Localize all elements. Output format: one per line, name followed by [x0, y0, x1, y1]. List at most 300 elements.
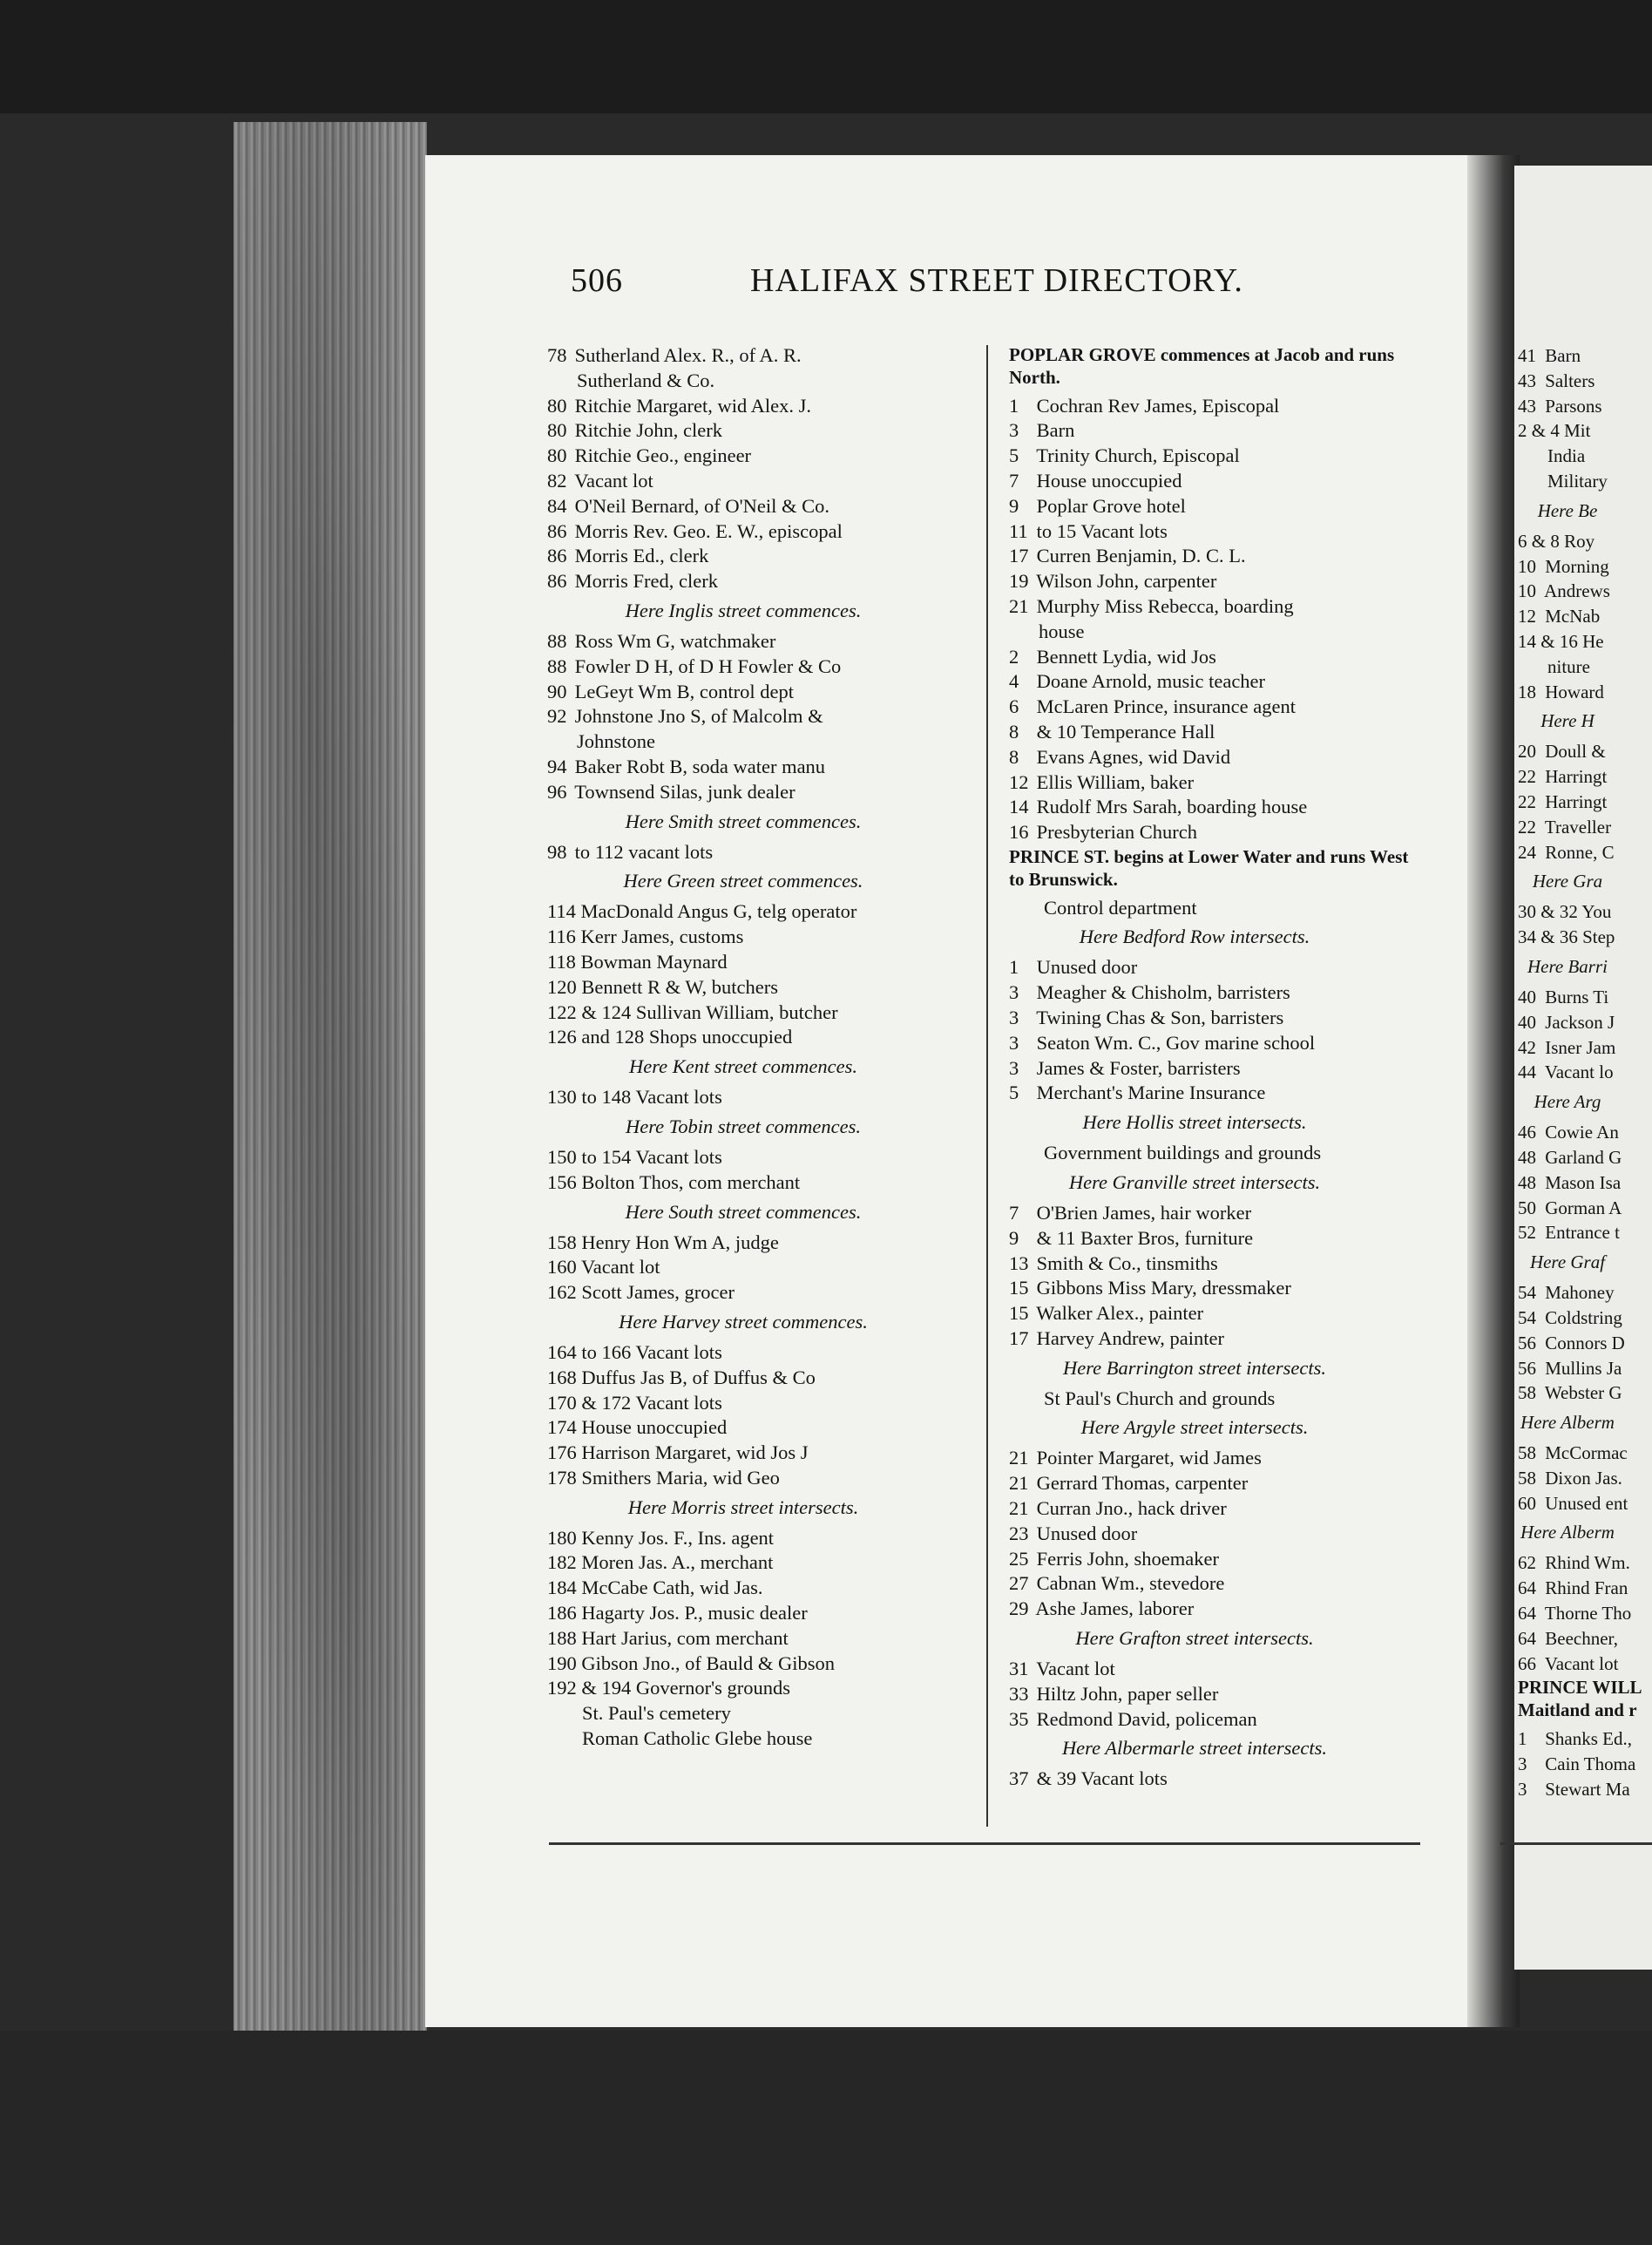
directory-entry	[1009, 1707, 1415, 1733]
house-number: 14	[1009, 796, 1029, 818]
entry-text: McCormac	[1545, 1442, 1628, 1464]
entry-text: Cain Thoma	[1545, 1753, 1636, 1774]
directory-entry	[1009, 594, 1415, 620]
directory-entry	[547, 1526, 974, 1551]
directory-entry	[1518, 1060, 1652, 1085]
directory-entry	[547, 780, 974, 805]
house-number: 86	[547, 570, 567, 593]
entry-text: LeGeyt Wm B, control dept	[574, 680, 795, 702]
directory-entry	[547, 1626, 974, 1652]
column-divider	[986, 345, 988, 1827]
street-intersection-note: Here Argyle street intersects.	[1080, 1416, 1309, 1439]
entry-text: & 10 Temperance Hall	[1036, 720, 1215, 743]
entry-text: Unused door	[1036, 956, 1138, 979]
house-number: 130	[547, 1086, 577, 1109]
entry-text: Gorman A	[1545, 1197, 1622, 1218]
entry-text: Harrison Margaret, wid Jos J	[581, 1441, 809, 1464]
entry-text: Morris Fred, clerk	[574, 570, 718, 593]
directory-entry	[547, 899, 974, 925]
house-number: 3	[1009, 419, 1019, 442]
house-number: 7	[1009, 1201, 1019, 1224]
entry-text: Walker Alex., painter	[1036, 1302, 1204, 1325]
directory-entry	[1518, 1726, 1652, 1752]
house-number: 2 & 4	[1518, 420, 1560, 442]
entry-text: Mahoney	[1545, 1282, 1615, 1304]
entry-text: Barn	[1545, 345, 1581, 366]
house-number: 21	[1009, 1497, 1029, 1520]
directory-entry	[1518, 1550, 1652, 1576]
page-title: HALIFAX STREET DIRECTORY.	[750, 262, 1243, 299]
directory-entry	[1518, 1466, 1652, 1491]
entry-continuation: Sutherland & Co.	[577, 369, 715, 391]
entry-text: Thorne Tho	[1544, 1603, 1632, 1624]
house-number: 86	[547, 545, 567, 567]
house-number: 43	[1518, 395, 1536, 417]
directory-entry	[1009, 1301, 1415, 1326]
house-number: 12	[1518, 606, 1536, 627]
directory-entry	[1518, 529, 1652, 554]
directory-entry	[547, 655, 974, 680]
directory-entry	[1518, 1752, 1652, 1777]
directory-entry	[547, 1255, 974, 1280]
entry-text: Harvey Andrew, painter	[1036, 1326, 1224, 1349]
house-number: 54	[1518, 1282, 1536, 1304]
book-gutter	[1467, 155, 1520, 2027]
entry-text: Bennett R & W, butchers	[581, 975, 778, 998]
house-number: 192	[547, 1677, 577, 1699]
directory-entry	[547, 1550, 974, 1576]
house-number: 25	[1009, 1547, 1029, 1570]
entry-text: Merchant's Marine Insurance	[1036, 1082, 1266, 1104]
directory-entry	[1009, 1006, 1415, 1031]
entry-text: to 112 vacant lots	[574, 840, 714, 863]
directory-entry	[547, 1025, 974, 1050]
entry-text: Poplar Grove hotel	[1036, 494, 1186, 517]
entry-text: Mit	[1564, 420, 1591, 442]
entry-text: Morning	[1545, 555, 1609, 577]
house-number: 58	[1518, 1467, 1536, 1489]
directory-entry	[1518, 764, 1652, 790]
street-intersection-note: Here Tobin street commences.	[626, 1115, 861, 1137]
street-intersection-note: Here Barrington street intersects.	[1062, 1356, 1327, 1379]
entry-text: Smithers Maria, wid Geo	[581, 1466, 780, 1489]
entry-text: Vacant lot	[1036, 1658, 1115, 1680]
house-number: 160	[547, 1256, 577, 1278]
entry-text: Twining Chas & Son, barristers	[1036, 1006, 1284, 1028]
street-intersection-note: Here Harvey street commences.	[619, 1310, 868, 1333]
house-number: 20	[1518, 741, 1536, 763]
entry-text: Seaton Wm. C., Gov marine school	[1036, 1031, 1316, 1054]
street-intersection-note: Here Be	[1537, 499, 1598, 521]
house-number: 3	[1009, 1031, 1019, 1054]
entry-text: McNab	[1545, 606, 1601, 627]
house-number: 62	[1518, 1552, 1536, 1574]
entry-text: Rudolf Mrs Sarah, boarding house	[1036, 796, 1308, 818]
house-number: 170	[547, 1391, 577, 1414]
house-number: 82	[547, 469, 567, 492]
directory-entry	[1009, 1547, 1415, 1572]
street-intersection-note: Here Alberm	[1520, 1412, 1615, 1434]
street-heading: POPLAR GROVE commences at Jacob and runs North.	[1009, 344, 1395, 388]
entry-text: Sutherland Alex. R., of A. R.	[574, 344, 802, 366]
entry-text: Gibbons Miss Mary, dressmaker	[1036, 1277, 1291, 1299]
directory-entry	[1518, 343, 1652, 369]
entry-text: Kerr James, customs	[580, 926, 744, 948]
entry-text: Barn	[1036, 419, 1075, 442]
directory-entry	[1009, 820, 1415, 845]
house-number: 8	[1009, 745, 1019, 768]
directory-entry	[547, 755, 974, 780]
entry-text: Kenny Jos. F., Ins. agent	[581, 1526, 775, 1549]
house-number: 10	[1518, 580, 1536, 602]
entry-text: Roy	[1564, 530, 1595, 552]
directory-entry	[1518, 1010, 1652, 1035]
house-number: 42	[1518, 1036, 1536, 1058]
directory-entry	[1518, 394, 1652, 419]
entry-text: Meagher & Chisholm, barristers	[1036, 981, 1290, 1004]
entry-text: Harringt	[1545, 790, 1608, 812]
page-header	[571, 261, 1311, 314]
entry-text: to 166 Vacant lots	[581, 1340, 722, 1363]
house-number: 3	[1009, 1056, 1019, 1079]
house-number: 114	[547, 900, 576, 923]
directory-entry	[547, 1576, 974, 1601]
directory-entry	[1009, 770, 1415, 796]
directory-entry	[1009, 745, 1415, 770]
street-intersection-note: Here Bedford Row intersects.	[1079, 926, 1310, 948]
entry-text: Fowler D H, of D H Fowler & Co	[574, 655, 842, 677]
directory-entry	[1009, 980, 1415, 1006]
house-number: 1	[1518, 1728, 1527, 1750]
scan-background-bottom	[0, 2031, 1652, 2245]
house-number: 52	[1518, 1222, 1536, 1244]
directory-entry	[1009, 1226, 1415, 1251]
street-intersection-note: Here South street commences.	[625, 1200, 862, 1223]
house-number: 29	[1009, 1597, 1029, 1620]
directory-entry	[547, 394, 974, 419]
entry-text: Vacant lot	[1544, 1652, 1619, 1674]
entry-text: Salters	[1545, 370, 1595, 391]
directory-entry	[1009, 1326, 1415, 1352]
house-number: 4	[1009, 670, 1019, 693]
house-number: 41	[1518, 345, 1536, 366]
directory-entry	[547, 1415, 974, 1441]
directory-entry	[1518, 739, 1652, 764]
entry-text: Harringt	[1545, 766, 1608, 788]
entry-text: Andrews	[1544, 580, 1610, 602]
middle-column	[1009, 343, 1415, 1825]
entry-text: Pointer Margaret, wid James	[1036, 1447, 1262, 1469]
street-intersection-note: Here Green street commences.	[623, 870, 863, 892]
directory-entry	[1518, 1145, 1652, 1170]
directory-entry	[1518, 554, 1652, 580]
street-intersection-note: Here Albermarle street intersects.	[1061, 1737, 1328, 1760]
entry-text: Mullins Ja	[1545, 1357, 1622, 1379]
directory-entry	[547, 519, 974, 545]
directory-entry	[1518, 1306, 1652, 1331]
facing-bottom-rule	[1500, 1842, 1652, 1845]
book-page-edges	[234, 122, 427, 2031]
directory-entry	[1009, 544, 1415, 569]
house-number: 50	[1518, 1197, 1536, 1218]
directory-entry-plain: Roman Catholic Glebe house	[582, 1727, 813, 1750]
entry-text: Murphy Miss Rebecca, boarding	[1036, 594, 1294, 617]
entry-text: Gibson Jno., of Bauld & Gibson	[581, 1652, 836, 1674]
house-number: 18	[1518, 681, 1536, 702]
directory-entry	[1009, 1682, 1415, 1707]
entry-text: O'Brien James, hair worker	[1036, 1201, 1252, 1224]
directory-entry	[1009, 720, 1415, 745]
directory-entry	[1518, 840, 1652, 865]
directory-entry	[1518, 815, 1652, 840]
directory-entry	[1009, 955, 1415, 980]
entry-text: Johnstone Jno S, of Malcolm &	[574, 705, 823, 728]
directory-entry	[1009, 795, 1415, 820]
entry-text: James & Foster, barristers	[1036, 1056, 1241, 1079]
entry-text: Traveller	[1544, 816, 1612, 838]
house-number: 34 & 36	[1518, 926, 1578, 948]
directory-entry	[1518, 579, 1652, 604]
house-number: 3	[1009, 1006, 1019, 1028]
house-number: 9	[1009, 1226, 1019, 1249]
entry-continuation: Johnstone	[577, 730, 655, 753]
entry-text: You	[1581, 901, 1612, 923]
house-number: 30 & 32	[1518, 901, 1578, 923]
house-number: 150	[547, 1145, 577, 1168]
directory-entry	[1009, 1767, 1415, 1792]
entry-continuation: house	[1039, 620, 1085, 642]
house-number: 116	[547, 926, 576, 948]
directory-entry	[1009, 394, 1415, 419]
house-number: 56	[1518, 1332, 1536, 1353]
entry-text: House unoccupied	[1036, 469, 1182, 492]
directory-entry	[547, 1466, 974, 1491]
street-intersection-note: Here Graf	[1529, 1251, 1606, 1273]
directory-entry	[547, 925, 974, 950]
directory-entry	[1518, 680, 1652, 705]
directory-entry	[1518, 1491, 1652, 1516]
directory-entry	[1009, 1276, 1415, 1301]
directory-entry	[1009, 669, 1415, 695]
street-intersection-note: Here Alberm	[1520, 1522, 1615, 1543]
directory-entry	[1518, 790, 1652, 815]
house-number: 80	[547, 444, 567, 467]
street-intersection-note: Here Grafton street intersects.	[1075, 1627, 1314, 1650]
entry-text: Rhind Wm.	[1545, 1552, 1630, 1574]
street-intersection-note: Here Morris street intersects.	[627, 1496, 859, 1518]
house-number: 3	[1009, 981, 1019, 1004]
directory-entry	[1518, 1331, 1652, 1356]
entry-continuation: Military	[1547, 470, 1608, 492]
directory-entry	[1518, 1777, 1652, 1802]
directory-entry-plain: Control department	[1044, 896, 1197, 919]
entry-text: Step	[1582, 926, 1615, 948]
directory-entry	[547, 1000, 974, 1026]
directory-entry	[1009, 519, 1415, 545]
house-number: 33	[1009, 1682, 1029, 1705]
entry-text: Ronne, C	[1545, 841, 1615, 863]
entry-text: Trinity Church, Episcopal	[1036, 444, 1240, 467]
house-number: 22	[1518, 790, 1536, 812]
directory-entry	[1009, 444, 1415, 469]
house-number: 44	[1518, 1061, 1536, 1083]
house-number: 184	[547, 1577, 577, 1599]
entry-text: Ritchie John, clerk	[574, 419, 722, 442]
house-number: 7	[1009, 469, 1019, 492]
directory-entry	[547, 629, 974, 655]
directory-entry	[1009, 645, 1415, 670]
house-number: 12	[1009, 770, 1029, 793]
house-number: 174	[547, 1416, 577, 1439]
entry-text: Ross Wm G, watchmaker	[574, 629, 776, 652]
house-number: 122	[547, 1000, 577, 1023]
house-number: 35	[1009, 1707, 1029, 1730]
directory-entry	[547, 840, 974, 865]
directory-entry	[547, 1340, 974, 1366]
house-number: 168	[547, 1366, 577, 1388]
entry-text: Rhind Fran	[1545, 1577, 1628, 1599]
directory-entry	[1009, 494, 1415, 519]
house-number: 10	[1518, 555, 1536, 577]
directory-entry	[1518, 1626, 1652, 1652]
directory-entry	[1518, 1280, 1652, 1306]
house-number: 188	[547, 1626, 577, 1649]
entry-text: Gerrard Thomas, carpenter	[1036, 1472, 1249, 1495]
entry-text: Webster G	[1544, 1382, 1622, 1404]
house-number: 11	[1009, 519, 1028, 542]
entry-text: Ritchie Margaret, wid Alex. J.	[574, 394, 812, 417]
street-heading: PRINCE ST. begins at Lower Water and runs West to Brunswick.	[1009, 845, 1409, 890]
entry-text: Townsend Silas, junk dealer	[574, 780, 796, 803]
entry-text: MacDonald Angus G, telg operator	[580, 900, 857, 923]
directory-entry	[547, 418, 974, 444]
entry-text: Morris Ed., clerk	[574, 545, 709, 567]
directory-entry	[547, 1676, 974, 1701]
directory-entry	[1518, 1035, 1652, 1061]
directory-entry	[1009, 1056, 1415, 1082]
house-number: 64	[1518, 1627, 1536, 1649]
entry-text: to 15 Vacant lots	[1036, 519, 1168, 542]
street-intersection-note: Here Granville street intersects.	[1068, 1170, 1321, 1193]
street-heading: PRINCE WILL Maitland and r	[1518, 1677, 1642, 1721]
house-number: 48	[1518, 1146, 1536, 1168]
entry-text: McCabe Cath, wid Jas.	[581, 1577, 763, 1599]
house-number: 60	[1518, 1492, 1536, 1514]
entry-text: Vacant lot	[580, 1256, 660, 1278]
house-number: 80	[547, 419, 567, 442]
house-number: 164	[547, 1340, 577, 1363]
entry-text: Shanks Ed.,	[1545, 1728, 1632, 1750]
house-number: 98	[547, 840, 567, 863]
directory-entry-plain: St Paul's Church and grounds	[1044, 1387, 1276, 1409]
house-number: 1	[1009, 956, 1019, 979]
house-number: 22	[1518, 816, 1536, 838]
house-number: 14 & 16	[1518, 630, 1578, 652]
street-intersection-note: Here Arg	[1534, 1091, 1601, 1113]
directory-entry	[1009, 1657, 1415, 1682]
street-intersection-note: Here H	[1540, 710, 1594, 732]
page-number: 506	[571, 262, 623, 299]
entry-text: Wilson John, carpenter	[1036, 570, 1217, 593]
house-number: 5	[1009, 444, 1019, 467]
house-number: 96	[547, 780, 567, 803]
house-number: 15	[1009, 1277, 1029, 1299]
house-number: 3	[1518, 1778, 1527, 1800]
entry-text: to 154 Vacant lots	[581, 1145, 722, 1168]
house-number: 24	[1518, 841, 1536, 863]
house-number: 56	[1518, 1357, 1536, 1379]
entry-text: Parsons	[1545, 395, 1602, 417]
house-number: 186	[547, 1602, 577, 1624]
entry-text: Cabnan Wm., stevedore	[1036, 1572, 1225, 1595]
house-number: 46	[1518, 1122, 1536, 1143]
entry-text: Vacant lo	[1544, 1061, 1614, 1083]
house-number: 37	[1009, 1767, 1029, 1790]
entry-text: Ritchie Geo., engineer	[574, 444, 752, 467]
house-number: 78	[547, 344, 567, 366]
entry-text: Curren Benjamin, D. C. L.	[1036, 545, 1246, 567]
entry-text: and 128 Shops unoccupied	[581, 1026, 793, 1048]
house-number: 58	[1518, 1442, 1536, 1464]
house-number: 90	[547, 680, 567, 702]
directory-entry	[1518, 1196, 1652, 1221]
directory-entry	[1518, 925, 1652, 950]
entry-text: Bennett Lydia, wid Jos	[1036, 645, 1216, 668]
house-number: 1	[1009, 394, 1019, 417]
house-number: 19	[1009, 570, 1029, 593]
directory-entry	[1518, 899, 1652, 925]
directory-entry	[547, 1170, 974, 1196]
directory-entry	[1518, 1441, 1652, 1466]
street-intersection-note: Here Kent street commences.	[629, 1055, 857, 1078]
house-number: 176	[547, 1441, 577, 1464]
directory-entry	[547, 544, 974, 569]
directory-entry	[547, 950, 974, 975]
entry-text: House unoccupied	[581, 1416, 728, 1439]
left-column	[547, 343, 974, 1825]
directory-entry	[1009, 1031, 1415, 1056]
house-number: 120	[547, 975, 577, 998]
house-number: 64	[1518, 1603, 1536, 1624]
entry-text: Presbyterian Church	[1036, 821, 1197, 844]
house-number: 21	[1009, 1472, 1029, 1495]
entry-text: & 11 Baxter Bros, furniture	[1036, 1226, 1254, 1249]
entry-text: O'Neil Bernard, of O'Neil & Co.	[574, 494, 830, 517]
street-intersection-note: Here Smith street commences.	[625, 810, 862, 832]
house-number: 80	[547, 394, 567, 417]
directory-entry	[1518, 1652, 1652, 1677]
directory-entry	[1518, 1356, 1652, 1381]
directory-entry	[1009, 1496, 1415, 1522]
directory-entry	[1518, 1601, 1652, 1626]
entry-text: Mason Isa	[1545, 1171, 1622, 1193]
house-number: 21	[1009, 1447, 1029, 1469]
entry-text: Burns Ti	[1545, 986, 1609, 1007]
directory-entry	[1009, 695, 1415, 720]
entry-text: Isner Jam	[1545, 1036, 1616, 1058]
directory-entry	[1009, 1522, 1415, 1547]
directory-entry-plain: Government buildings and grounds	[1044, 1142, 1322, 1164]
directory-entry	[1009, 469, 1415, 494]
directory-entry	[1009, 1251, 1415, 1277]
entry-text: & 194 Governor's grounds	[581, 1677, 791, 1699]
entry-text: Vacant lot	[574, 469, 653, 492]
house-number: 3	[1518, 1753, 1527, 1774]
entry-text: Unused ent	[1545, 1492, 1628, 1514]
house-number: 58	[1518, 1382, 1536, 1404]
entry-text: Morris Rev. Geo. E. W., episcopal	[574, 519, 843, 542]
entry-text: Unused door	[1036, 1522, 1138, 1544]
